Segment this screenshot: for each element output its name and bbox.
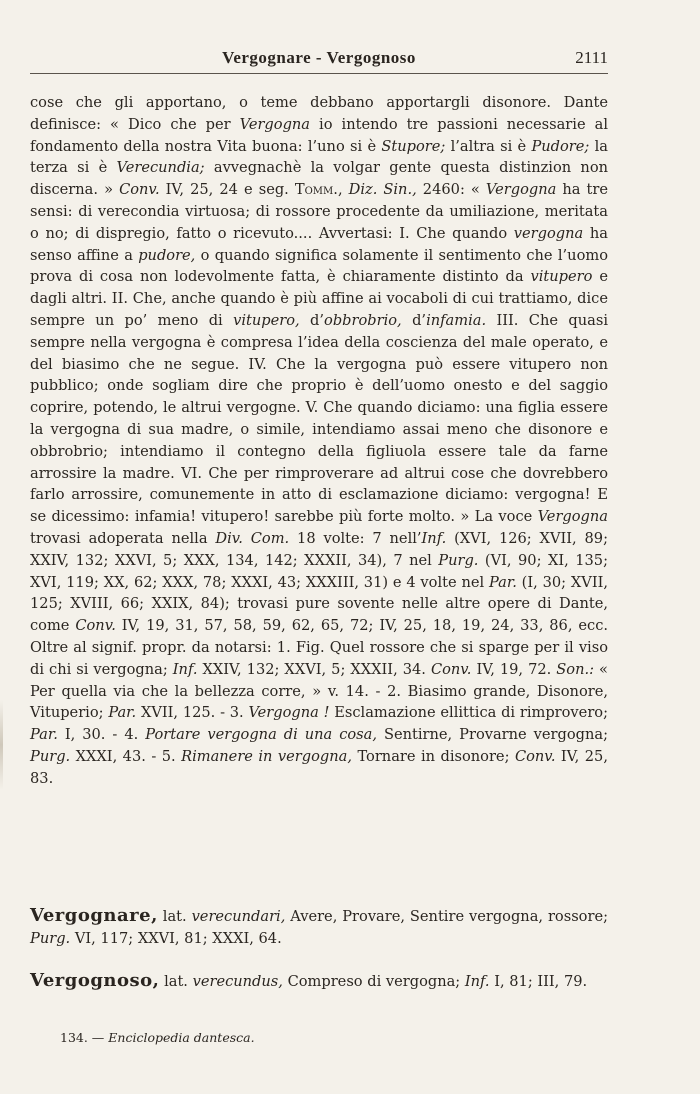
- text-run: Esclamazione ellittica di rimprovero;: [329, 704, 608, 722]
- italic-run: pudore,: [138, 246, 196, 264]
- running-title: Vergognare - Vergognoso: [222, 48, 416, 67]
- text-run: lat.: [159, 973, 193, 990]
- italic-run: vergogna: [513, 224, 584, 242]
- text-run: « Per quella via che la bellezza corre, » v. 14. - 2. Biasimo grande, Disonore, Vituperio;: [30, 660, 608, 722]
- signature-mark: 134. —: [60, 1030, 109, 1045]
- entry-vergognare: [30, 905, 608, 950]
- text-run: (I, 30; XVII, 125; XVIII, 66; XXIX, 84); trovasi pure sovente nelle altre opere di Dante, come: [30, 573, 608, 635]
- italic-run: verecundari,: [191, 908, 286, 925]
- text-run: ,: [337, 181, 349, 199]
- text-run: (XVI, 126; XVII, 89; XXIV, 132; XXVI, 5; XXX, 134, 142; XXXII, 34), 7 nel: [30, 529, 608, 569]
- entry-vergognoso: [30, 970, 608, 993]
- italic-run: Inf.: [464, 973, 490, 990]
- running-head: [30, 48, 608, 70]
- text-run: XVII, 125. - 3.: [136, 704, 249, 722]
- text-run: la terza si è: [30, 137, 608, 177]
- italic-run: Conv.: [119, 181, 160, 199]
- text-run: avvegnachè la volgar gente questa distinzion non discerna. »: [30, 159, 609, 199]
- headword: Vergognoso,: [30, 970, 160, 991]
- italic-run: Conv.: [514, 747, 556, 765]
- italic-run: Pudore;: [531, 137, 590, 155]
- text-run: l’altra si è: [445, 137, 532, 155]
- italic-run: vitupero,: [233, 311, 300, 329]
- italic-run: obbrobrio,: [324, 311, 402, 329]
- text-run: VI, 117; XXVI, 81; XXXI, 64.: [70, 929, 282, 947]
- text-run: XXXI, 43. - 5.: [70, 747, 182, 765]
- text-run: I, 81; III, 79.: [489, 973, 588, 990]
- italic-run: Purg.: [30, 929, 71, 947]
- text-run: 2460: «: [416, 181, 486, 199]
- italic-run: Par.: [108, 704, 137, 722]
- headword: Vergognare,: [30, 905, 158, 926]
- italic-run: Inf.: [172, 660, 198, 678]
- text-run: e dagli altri. II. Che, anche quando è più affine ai vocaboli di cui trattiamo, dice sempre un po’ meno di: [30, 268, 608, 329]
- text-run: IV, 19, 31, 57, 58, 59, 62, 65, 72; IV, 25, 18, 19, 24, 33, 86, ecc. Oltre al signif. propr. da notarsi: 1. Fig. Quel rossore che si sparge per il viso di chi si vergogna;: [30, 617, 609, 678]
- text-run: IV, 19, 72.: [471, 660, 557, 678]
- text-run: d’: [299, 311, 325, 329]
- text-run: Tornare in disonore;: [351, 747, 515, 765]
- header-rule: [30, 73, 608, 74]
- italic-run: Conv.: [75, 617, 116, 635]
- italic-run: Par.: [488, 573, 517, 591]
- italic-run: verecundus,: [192, 973, 283, 990]
- italic-run: Stupore;: [381, 137, 446, 155]
- text-run: (VI, 90; XI, 135; XVI, 119; XX, 62; XXX, 78; XXXI, 43; XXXIII, 31) e 4 volte nel: [30, 551, 608, 591]
- text-run: I, 30. - 4.: [57, 726, 146, 744]
- page-edge-shadow: [0, 700, 3, 790]
- text-run: cose che gli apportano, o teme debbano apportargli disonore. Dante definisce: « Dico che per: [30, 94, 608, 133]
- text-run: Compreso di vergogna;: [282, 973, 465, 990]
- italic-run: infamia.: [426, 311, 487, 329]
- italic-run: Verecundia;: [116, 159, 205, 177]
- italic-run: Vergogna: [485, 181, 557, 199]
- text-run: ha tre sensi: di verecondia virtuosa; di rossore procedente da umiliazione, meritata o no; di dispregio, fatto o ricevuto.... Avvertasi: I. Che quando: [30, 181, 609, 242]
- italic-run: Rimanere in vergogna,: [181, 747, 352, 765]
- italic-run: Vergogna !: [248, 704, 330, 722]
- text-run: io intendo tre passioni necessarie al fondamento della nostra Vita buona: l’uno si è: [30, 115, 608, 155]
- text-run: Avere, Provare, Sentire vergogna, rossore;: [285, 908, 608, 925]
- italic-run: Purg.: [438, 551, 479, 569]
- text-run: III. Che quasi sempre nella vergogna è compresa l’idea della coscienza del male operato, e del biasimo che ne segue. IV. Che la vergogna può essere vitupero non pubblico; onde sogliam dire che proprio è dell’uomo onesto e del saggio coprire, potendo, le altrui vergogne. V. Che quando diciamo: una figlia essere la vergogna di sua madre, o simile, intendiamo assai meno che disonore e obbrobrio; intendiamo il contegno della figliuola essere tale da farne arrossire la madre. VI. Che per rimproverare ad altrui cose che dovrebbero farlo arrossire, comunemente in atto di esclamazione diciamo: vergogna! E se dicessimo: infamia! vitupero! sarebbe più forte molto. » La voce: [30, 311, 608, 526]
- italic-run: Vergogna: [537, 508, 608, 526]
- page-number: 2111: [575, 48, 608, 67]
- text-run: o quando significa solamente il sentimento che l’uomo prova di cosa non lodevolmente fatta, è chiaramente distinto da: [30, 246, 608, 286]
- text-run: trovasi adoperata nella: [30, 529, 216, 547]
- text-run: d’: [401, 311, 427, 329]
- italic-run: Div. Com.: [215, 529, 290, 547]
- entry-vergogna-text: [30, 92, 608, 790]
- text-run: IV, 25, 83.: [30, 747, 608, 787]
- text-run: Sentirne, Provarne vergogna;: [377, 726, 609, 744]
- text-run: ha senso affine a: [30, 224, 608, 264]
- text-run: XXIV, 132; XXVI, 5; XXXII, 34.: [197, 660, 431, 678]
- page: [30, 0, 608, 1094]
- italic-run: Par.: [30, 726, 58, 744]
- italic-run: Conv.: [430, 660, 472, 678]
- italic-run: Purg.: [30, 747, 71, 765]
- signature-footer: [60, 1030, 255, 1045]
- text-run: lat.: [157, 908, 192, 925]
- italic-run: vitupero: [530, 268, 593, 286]
- work-title: Enciclopedia dantesca.: [108, 1030, 255, 1045]
- italic-run: Inf.: [421, 529, 447, 547]
- italic-run: Vergogna: [239, 115, 311, 133]
- italic-run: Son.:: [556, 660, 595, 678]
- italic-run: Diz. Sin.,: [348, 181, 417, 199]
- italic-run: Portare vergogna di una cosa,: [145, 726, 377, 744]
- small-caps-run: Tomm.: [294, 181, 338, 199]
- text-run: 18 volte: 7 nell’: [289, 529, 422, 547]
- text-run: IV, 25, 24 e seg.: [159, 181, 295, 199]
